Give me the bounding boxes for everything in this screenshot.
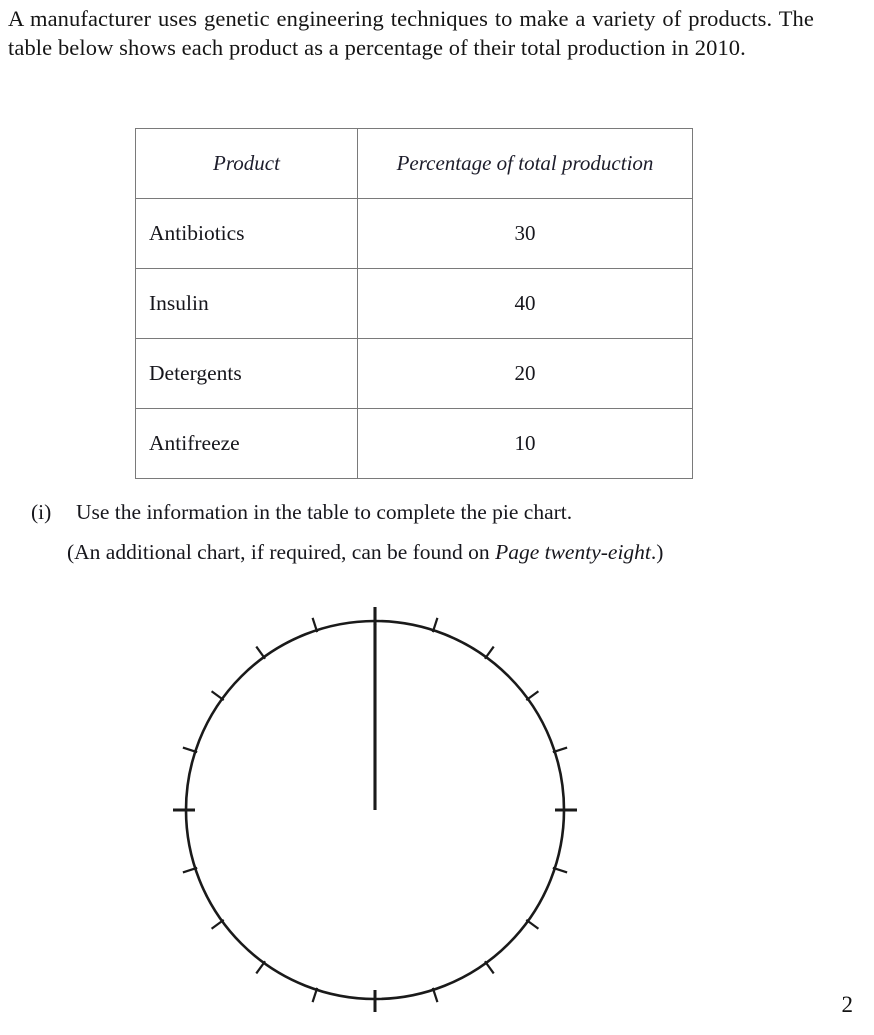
note-text-after: .) — [650, 540, 664, 564]
column-header-percentage: Percentage of total production — [358, 129, 693, 199]
pie-chart-tick-minor — [485, 961, 494, 973]
question-line — [31, 500, 831, 525]
question-label: (i) — [31, 500, 52, 524]
table-row — [136, 339, 693, 409]
cell-percentage: 40 — [358, 269, 693, 339]
note-text-before: (An additional chart, if required, can be found on — [67, 540, 496, 564]
pie-chart-tick-minor — [212, 691, 224, 700]
table-row — [136, 409, 693, 479]
pie-chart-tick-minor — [485, 647, 494, 659]
pie-chart-template[interactable] — [155, 585, 595, 1035]
pie-chart-tick-minor — [212, 920, 224, 929]
cell-product: Antifreeze — [136, 409, 358, 479]
production-table-container — [135, 128, 692, 479]
table-header-row — [136, 129, 693, 199]
cell-percentage: 10 — [358, 409, 693, 479]
production-table — [135, 128, 693, 479]
cell-product: Detergents — [136, 339, 358, 409]
table-row — [136, 269, 693, 339]
question-text: Use the information in the table to complete the pie chart. — [76, 500, 573, 524]
pie-chart-tick-minor — [526, 920, 538, 929]
question-note — [31, 540, 831, 565]
cell-percentage: 30 — [358, 199, 693, 269]
question-block — [31, 500, 831, 565]
intro-paragraph: A manufacturer uses genetic engineering techniques to make a variety of products. The table below shows each product as a percentage of their total production in 2010. — [8, 6, 814, 60]
pie-chart-svg — [155, 585, 595, 1035]
note-page-reference: Page twenty-eight — [495, 540, 651, 564]
page-number: 2 — [841, 992, 853, 1017]
cell-percentage: 20 — [358, 339, 693, 409]
pie-chart-tick-minor — [256, 647, 265, 659]
table-row — [136, 199, 693, 269]
column-header-product: Product — [136, 129, 358, 199]
pie-chart-tick-minor — [256, 961, 265, 973]
pie-chart-tick-minor — [526, 691, 538, 700]
cell-product: Antibiotics — [136, 199, 358, 269]
cell-product: Insulin — [136, 269, 358, 339]
